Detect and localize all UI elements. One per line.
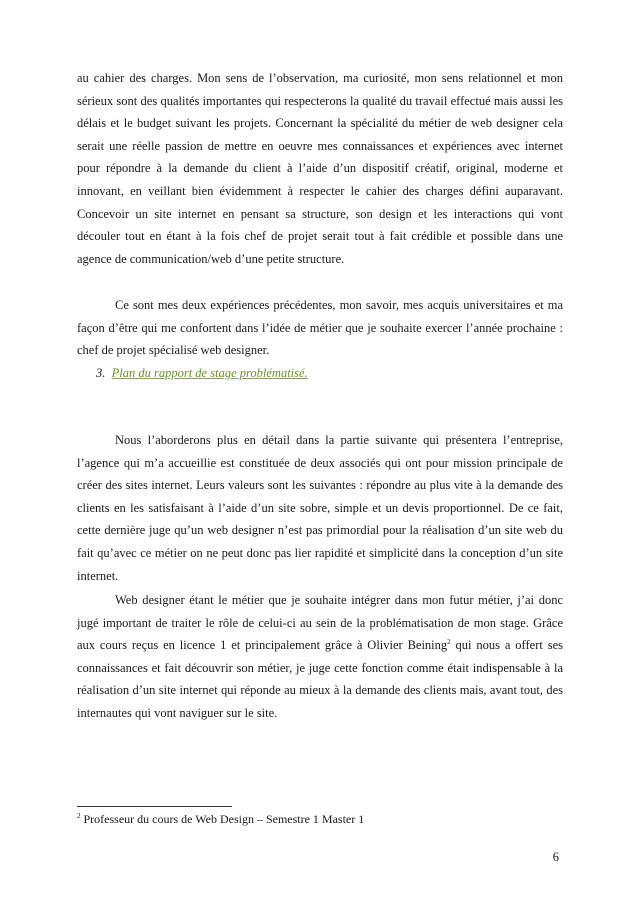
paragraph-1: au cahier des charges. Mon sens de l’observation, ma curiosité, mon sens relationnel et mon sérieux sont des qualités importantes qui respecterons la qualité du travail effectué mais aussi les délais et le budget suivant les projets. Concernant la spécialité du métier de web designer cela serait une réelle passion de mettre en oeuvre mes connaissances et expériences avec internet pour répondre à la demande du client à l’aide d’un dispositif créatif, original, moderne et innovant, en veillant bien évidemment à respecter le cahier des charges défini auparavant. Concevoir un site internet en pensant sa structure, son design et les interactions qui vont découler tout en étant à la fois chef de projet serait tout à fait crédible et possible dans une agence de communication/web d’une petite structure. <box>77 71 563 266</box>
paragraph-2: Ce sont mes deux expériences précédentes, mon savoir, mes acquis universitaires et ma façon d’être qui me confortent dans l’idée de métier que je souhaite exercer l’année prochaine : chef de projet spécialisé web designer. <box>77 298 563 358</box>
footnote-text: Professeur du cours de Web Design – Semestre 1 Master 1 <box>80 812 365 826</box>
paragraph-4-text-after-note: qui nous a offert ses connaissances et fait découvrir son métier, je juge cette fonction comme était indispensable à la réalisation d’un site internet qui réponde au mieux à la demande des clients mais, avant tout, des internautes qui vont naviguer sur le site. <box>77 638 563 720</box>
footnote <box>77 811 364 827</box>
footnote-separator <box>77 806 232 807</box>
paragraph-4 <box>77 589 563 725</box>
page-number: 6 <box>552 850 559 864</box>
paragraph-4-text-before-note: Web designer étant le métier que je souhaite intégrer dans mon futur métier, j’ai donc jugé important de traiter le rôle de celui-ci au sein de la problématisation de mon stage. Grâce aux cours reçus en licence 1 et principalement grâce à Olivier Beining <box>77 593 563 653</box>
section-heading <box>96 362 308 385</box>
section-number: 3. <box>96 366 106 380</box>
footnote-marker: 2 <box>77 812 81 820</box>
footnote-reference[interactable]: 2 <box>447 638 451 647</box>
section-title-link[interactable]: Plan du rapport de stage problématisé. <box>111 366 308 380</box>
paragraph-3: Nous l’aborderons plus en détail dans la partie suivante qui présentera l’entreprise, l’agence qui m’a accueillie est constituée de deux associés qui ont pour mission principale de créer des sites internet. Leurs valeurs sont les suivantes : répondre au plus vite à la demande des clients en les satisfaisant à l’aide d’un site sobre, simple et un devis proportionnel. De ce fait, cette dernière juge qu’un web designer n’est pas primordial pour la réalisation d’un site web du fait qu’avec ce métier on ne peut donc pas lier rapidité et simplicité dans la conception d’un site internet. <box>77 433 563 583</box>
